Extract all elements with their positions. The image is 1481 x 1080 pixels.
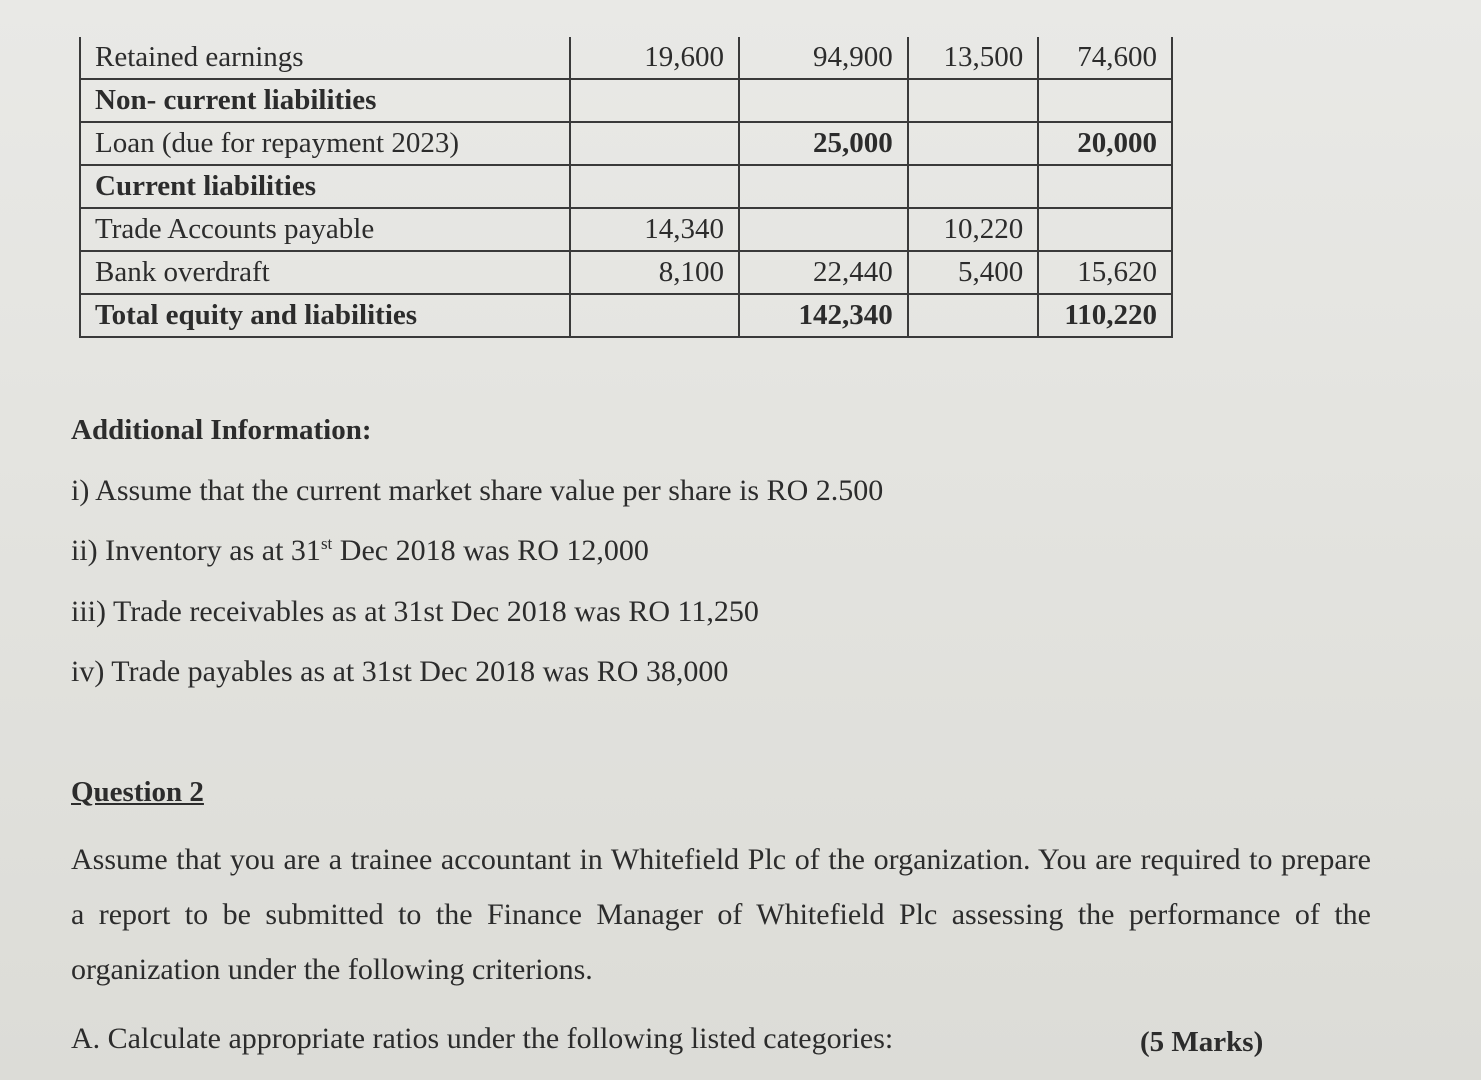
cell-col4: 20,000	[1038, 122, 1172, 165]
cell-col2	[739, 165, 908, 208]
question-title: Question 2	[71, 776, 204, 808]
row-label: Total equity and liabilities	[80, 294, 570, 337]
cell-col3	[908, 122, 1038, 165]
additional-info-heading: Additional Information:	[71, 414, 372, 446]
table-row-total-equity-liabilities	[80, 294, 1172, 337]
row-label: Current liabilities	[80, 165, 570, 208]
info-item-4: iv) Trade payables as at 31st Dec 2018 was RO 38,000	[71, 655, 729, 688]
info-item-1: i) Assume that the current market share value per share is RO 2.500	[71, 474, 884, 507]
marks-label: (5 Marks)	[1140, 1026, 1264, 1058]
cell-col1: 19,600	[570, 37, 738, 79]
cell-col2	[739, 208, 908, 251]
cell-col1	[570, 294, 738, 337]
cell-col3: 5,400	[908, 251, 1038, 294]
info-item-2	[71, 534, 649, 568]
cell-col2	[739, 79, 908, 122]
cell-col4	[1038, 165, 1172, 208]
cell-col3: 13,500	[908, 37, 1038, 79]
row-label: Bank overdraft	[80, 251, 570, 294]
cell-col2: 22,440	[739, 251, 908, 294]
table-row-bank-overdraft	[80, 251, 1172, 294]
cell-col4	[1038, 79, 1172, 122]
cell-col4: 110,220	[1038, 294, 1172, 337]
cell-col4: 15,620	[1038, 251, 1172, 294]
row-label: Non- current liabilities	[80, 79, 570, 122]
cell-col2: 25,000	[739, 122, 908, 165]
table-row-current-liabilities	[80, 165, 1172, 208]
info-item-2-text-end: Dec 2018 was RO 12,000	[332, 534, 649, 567]
cell-col1: 14,340	[570, 208, 738, 251]
row-label: Loan (due for repayment 2023)	[80, 122, 570, 165]
row-label: Trade Accounts payable	[80, 208, 570, 251]
cell-col3	[908, 79, 1038, 122]
cell-col4	[1038, 208, 1172, 251]
table-row-non-current-liabilities	[80, 79, 1172, 122]
info-item-3: iii) Trade receivables as at 31st Dec 2018 was RO 11,250	[71, 595, 759, 628]
question-body: Assume that you are a trainee accountant in Whitefield Plc of the organization. You are required to prepare a report to be submitted to the Finance Manager of Whitefield Plc assessing the performance of the organization under the following criterions.	[71, 843, 1371, 986]
cell-col2: 142,340	[739, 294, 908, 337]
cell-col4: 74,600	[1038, 37, 1172, 79]
question-part-a: A. Calculate appropriate ratios under the following listed categories:	[71, 1022, 894, 1055]
balance-sheet-table	[79, 37, 1173, 338]
table-row-loan	[80, 122, 1172, 165]
info-item-2-superscript: st	[320, 534, 333, 553]
cell-col2: 94,900	[739, 37, 908, 79]
cell-col1	[570, 122, 738, 165]
info-item-2-text: ii) Inventory as at 31	[71, 534, 321, 567]
table-row-retained-earnings	[80, 37, 1172, 79]
cell-col1: 8,100	[570, 251, 738, 294]
cell-col1	[570, 165, 738, 208]
cell-col1	[570, 79, 738, 122]
cell-col3: 10,220	[908, 208, 1038, 251]
row-label: Retained earnings	[80, 37, 570, 79]
table-row-trade-accounts-payable	[80, 208, 1172, 251]
cell-col3	[908, 294, 1038, 337]
cell-col3	[908, 165, 1038, 208]
